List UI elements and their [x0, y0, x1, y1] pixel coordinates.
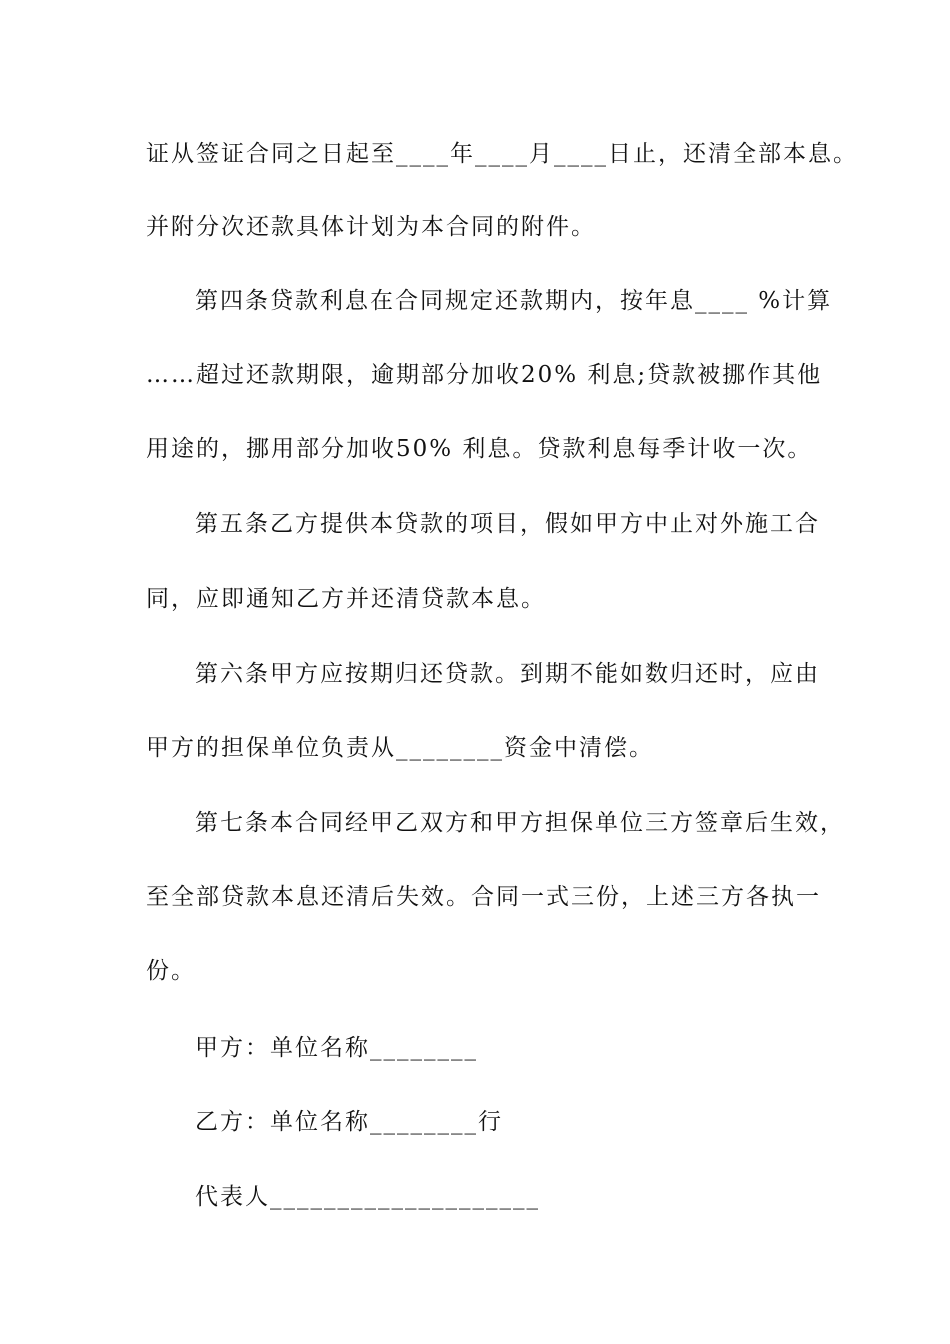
- text-line: 同，应即通知乙方并还清贷款本息。: [146, 586, 546, 612]
- text-line: 至全部贷款本息还清后失效。合同一式三份，上述三方各执一: [146, 884, 821, 910]
- text-line: 并附分次还款具体计划为本合同的附件。: [146, 214, 596, 240]
- text-line: 份。: [146, 958, 196, 984]
- text-line: 第四条贷款利息在合同规定还款期内，按年息____ %计算: [195, 288, 833, 314]
- representative-line: 代表人____________________: [195, 1184, 540, 1210]
- text-line: 第五条乙方提供本贷款的项目，假如甲方中止对外施工合: [195, 511, 820, 537]
- text-line: 甲方的担保单位负责从________资金中清偿。: [146, 735, 654, 761]
- text-line: ……超过还款期限，逾期部分加收20% 利息;贷款被挪作其他: [146, 362, 823, 388]
- text-line: 用途的，挪用部分加收50% 利息。贷款利息每季计收一次。: [146, 436, 813, 462]
- text-line: 第六条甲方应按期归还贷款。到期不能如数归还时，应由: [195, 661, 820, 687]
- text-line: 第七条本合同经甲乙双方和甲方担保单位三方签章后生效，: [195, 810, 845, 836]
- party-b-line: 乙方：单位名称________行: [195, 1109, 503, 1135]
- text-line: 证从签证合同之日起至____年____月____日止，还清全部本息。: [146, 141, 858, 167]
- party-a-line: 甲方：单位名称________: [195, 1035, 478, 1061]
